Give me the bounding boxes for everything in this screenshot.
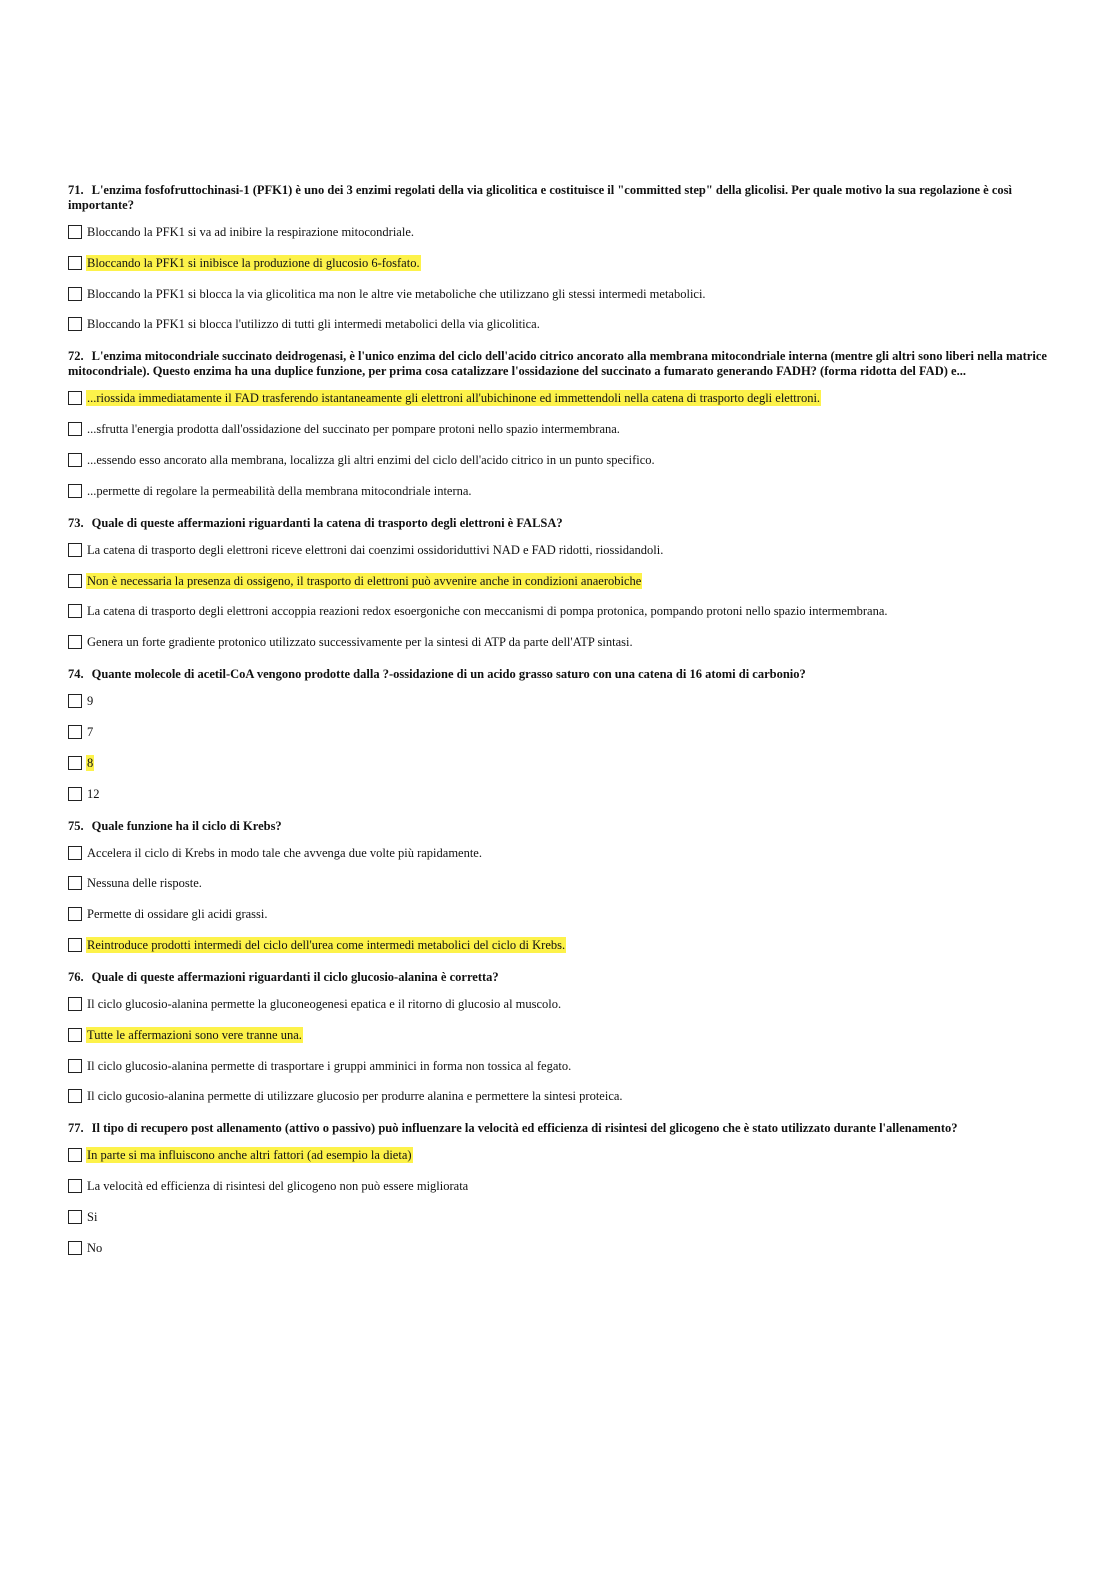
answer-text-highlighted: Reintroduce prodotti intermedi del ciclo dell'urea come intermedi metabolici del ciclo di Krebs. <box>87 937 566 952</box>
answer-option[interactable] <box>68 1057 1048 1075</box>
question-title <box>68 970 1048 985</box>
checkbox[interactable] <box>68 453 82 467</box>
question-text: Quante molecole di acetil-CoA vengono prodotte dalla ?-ossidazione di un acido grasso saturo con una catena di 16 atomi di carbonio? <box>91 667 806 682</box>
checkbox[interactable] <box>68 574 82 588</box>
checkbox[interactable] <box>68 317 82 331</box>
answer-option[interactable] <box>68 1087 1048 1105</box>
question-number: 77. <box>68 1121 84 1136</box>
question-76 <box>68 970 1048 1105</box>
question-71 <box>68 183 1048 333</box>
answer-text-highlighted: Tutte le affermazioni sono vere tranne una. <box>87 1027 302 1042</box>
answer-text: La velocità ed efficienza di risintesi del glicogeno non può essere migliorata <box>87 1179 469 1194</box>
answer-text: Genera un forte gradiente protonico utilizzato successivamente per la sintesi di ATP da parte dell'ATP sintasi. <box>87 635 633 650</box>
checkbox[interactable] <box>68 1241 82 1255</box>
answer-text: No <box>87 1240 103 1255</box>
answer-text-highlighted: In parte si ma influiscono anche altri fattori (ad esempio la dieta) <box>87 1148 412 1163</box>
answer-text: Bloccando la PFK1 si blocca la via glicolitica ma non le altre vie metaboliche che utilizzano gli stessi intermedi metabolici. <box>87 286 706 301</box>
question-74 <box>68 667 1048 802</box>
question-title <box>68 819 1048 834</box>
answer-option[interactable] <box>68 482 1048 500</box>
checkbox[interactable] <box>68 938 82 952</box>
answer-text: La catena di trasporto degli elettroni accoppia reazioni redox esoergoniche con meccanismi di pompa protonica, pompando protoni nello spazio intermembrana. <box>87 604 888 619</box>
answer-text: 9 <box>87 694 94 709</box>
answer-option[interactable] <box>68 1239 1048 1257</box>
question-text: Quale di queste affermazioni riguardanti la catena di trasporto degli elettroni è FALSA? <box>91 515 563 530</box>
answer-text-highlighted: Non è necessaria la presenza di ossigeno, il trasporto di elettroni può avvenire anche in condizioni anaerobiche <box>87 573 642 588</box>
answer-option[interactable] <box>68 315 1048 333</box>
checkbox[interactable] <box>68 256 82 270</box>
checkbox[interactable] <box>68 1148 82 1162</box>
checkbox[interactable] <box>68 225 82 239</box>
answer-text: 12 <box>87 786 100 801</box>
answer-text-highlighted: Bloccando la PFK1 si inibisce la produzione di glucosio 6-fosfato. <box>87 255 420 270</box>
checkbox[interactable] <box>68 635 82 649</box>
answer-option[interactable] <box>68 936 1048 954</box>
answer-option[interactable] <box>68 1208 1048 1226</box>
answer-option[interactable] <box>68 285 1048 303</box>
answer-text: Accelera il ciclo di Krebs in modo tale che avvenga due volte più rapidamente. <box>87 845 482 860</box>
checkbox[interactable] <box>68 907 82 921</box>
answer-text: Il ciclo gucosio-alanina permette di utilizzare glucosio per produrre alanina e permettere la sintesi proteica. <box>87 1089 623 1104</box>
answer-text-highlighted: ...riossida immediatamente il FAD trasferendo istantaneamente gli elettroni all'ubichinone ed immettendoli nella catena di trasporto degli elettroni. <box>87 391 821 406</box>
question-number: 72. <box>68 349 84 364</box>
answer-option[interactable] <box>68 254 1048 272</box>
question-title <box>68 516 1048 531</box>
answer-option[interactable] <box>68 905 1048 923</box>
answer-text: ...permette di regolare la permeabilità della membrana mitocondriale interna. <box>87 483 472 498</box>
answer-option[interactable] <box>68 223 1048 241</box>
question-number: 71. <box>68 183 84 197</box>
checkbox[interactable] <box>68 543 82 557</box>
answer-text: Bloccando la PFK1 si blocca l'utilizzo di tutti gli intermedi metabolici della via glicolitica. <box>87 317 540 332</box>
answer-option[interactable] <box>68 1177 1048 1195</box>
question-72 <box>68 349 1048 499</box>
question-title <box>68 667 1048 682</box>
checkbox[interactable] <box>68 422 82 436</box>
checkbox[interactable] <box>68 876 82 890</box>
checkbox[interactable] <box>68 1028 82 1042</box>
answer-text: Permette di ossidare gli acidi grassi. <box>87 907 268 922</box>
answer-option[interactable] <box>68 844 1048 862</box>
answer-option[interactable] <box>68 1146 1048 1164</box>
question-77 <box>68 1121 1048 1256</box>
answer-text: ...sfrutta l'energia prodotta dall'ossidazione del succinato per pompare protoni nello spazio intermembrana. <box>87 422 620 437</box>
answer-option[interactable] <box>68 1026 1048 1044</box>
question-73 <box>68 516 1048 651</box>
answer-option[interactable] <box>68 874 1048 892</box>
checkbox[interactable] <box>68 1179 82 1193</box>
checkbox[interactable] <box>68 846 82 860</box>
question-number: 75. <box>68 818 84 833</box>
answer-option[interactable] <box>68 451 1048 469</box>
checkbox[interactable] <box>68 604 82 618</box>
question-number: 73. <box>68 515 84 530</box>
checkbox[interactable] <box>68 997 82 1011</box>
answer-option[interactable] <box>68 602 1048 620</box>
answer-option[interactable] <box>68 420 1048 438</box>
answer-text: Si <box>87 1209 98 1224</box>
checkbox[interactable] <box>68 694 82 708</box>
quiz-document <box>68 183 1048 1273</box>
checkbox[interactable] <box>68 1089 82 1103</box>
answer-option[interactable] <box>68 995 1048 1013</box>
answer-text: Il ciclo glucosio-alanina permette la gluconeogenesi epatica e il ritorno di glucosio al muscolo. <box>87 996 562 1011</box>
question-text: Quale di queste affermazioni riguardanti il ciclo glucosio-alanina è corretta? <box>91 969 499 984</box>
question-title <box>68 349 1048 379</box>
question-text: Quale funzione ha il ciclo di Krebs? <box>91 818 282 833</box>
answer-text: ...essendo esso ancorato alla membrana, localizza gli altri enzimi del ciclo dell'acido citrico in un punto specifico. <box>87 452 655 467</box>
answer-option[interactable] <box>68 572 1048 590</box>
question-title <box>68 183 1048 213</box>
answer-option[interactable] <box>68 785 1048 803</box>
checkbox[interactable] <box>68 725 82 739</box>
answer-text: La catena di trasporto degli elettroni riceve elettroni dai coenzimi ossidoriduttivi NAD e FAD ridotti, riossidandoli. <box>87 542 664 557</box>
answer-text: Bloccando la PFK1 si va ad inibire la respirazione mitocondriale. <box>87 225 414 239</box>
checkbox[interactable] <box>68 484 82 498</box>
question-title <box>68 1121 1048 1136</box>
answer-option[interactable] <box>68 754 1048 772</box>
answer-text-highlighted: 8 <box>87 755 94 770</box>
checkbox[interactable] <box>68 1210 82 1224</box>
answer-option[interactable] <box>68 723 1048 741</box>
checkbox[interactable] <box>68 287 82 301</box>
answer-option[interactable] <box>68 389 1048 407</box>
question-number: 74. <box>68 667 84 682</box>
answer-text: 7 <box>87 724 94 739</box>
answer-option[interactable] <box>68 541 1048 559</box>
checkbox[interactable] <box>68 787 82 801</box>
question-number: 76. <box>68 969 84 984</box>
answer-option[interactable] <box>68 633 1048 651</box>
question-text: Il tipo di recupero post allenamento (attivo o passivo) può influenzare la velocità ed efficienza di risintesi del glicogeno che è stato utilizzato durante l'allenamento? <box>91 1121 958 1136</box>
question-text: L'enzima fosfofruttochinasi-1 (PFK1) è uno dei 3 enzimi regolati della via glicolitica e costituisce il "committed step" della glicolisi. Per quale motivo la sua regolazione è così importante? <box>68 183 1012 212</box>
answer-text: Il ciclo glucosio-alanina permette di trasportare i gruppi amminici in forma non tossica al fegato. <box>87 1058 572 1073</box>
answer-option[interactable] <box>68 692 1048 710</box>
checkbox[interactable] <box>68 756 82 770</box>
checkbox[interactable] <box>68 1059 82 1073</box>
question-75 <box>68 819 1048 954</box>
checkbox[interactable] <box>68 391 82 405</box>
answer-text: Nessuna delle risposte. <box>87 876 202 891</box>
question-text: L'enzima mitocondriale succinato deidrogenasi, è l'unico enzima del ciclo dell'acido citrico ancorato alla membrana mitocondriale interna (mentre gli altri sono liberi nella matrice mitocondriale). Questo enzima ha una duplice funzione, per prima cosa catalizzare l'ossidazione del succinato a fumarato generando FADH? (forma ridotta del FAD) e... <box>68 349 1047 379</box>
